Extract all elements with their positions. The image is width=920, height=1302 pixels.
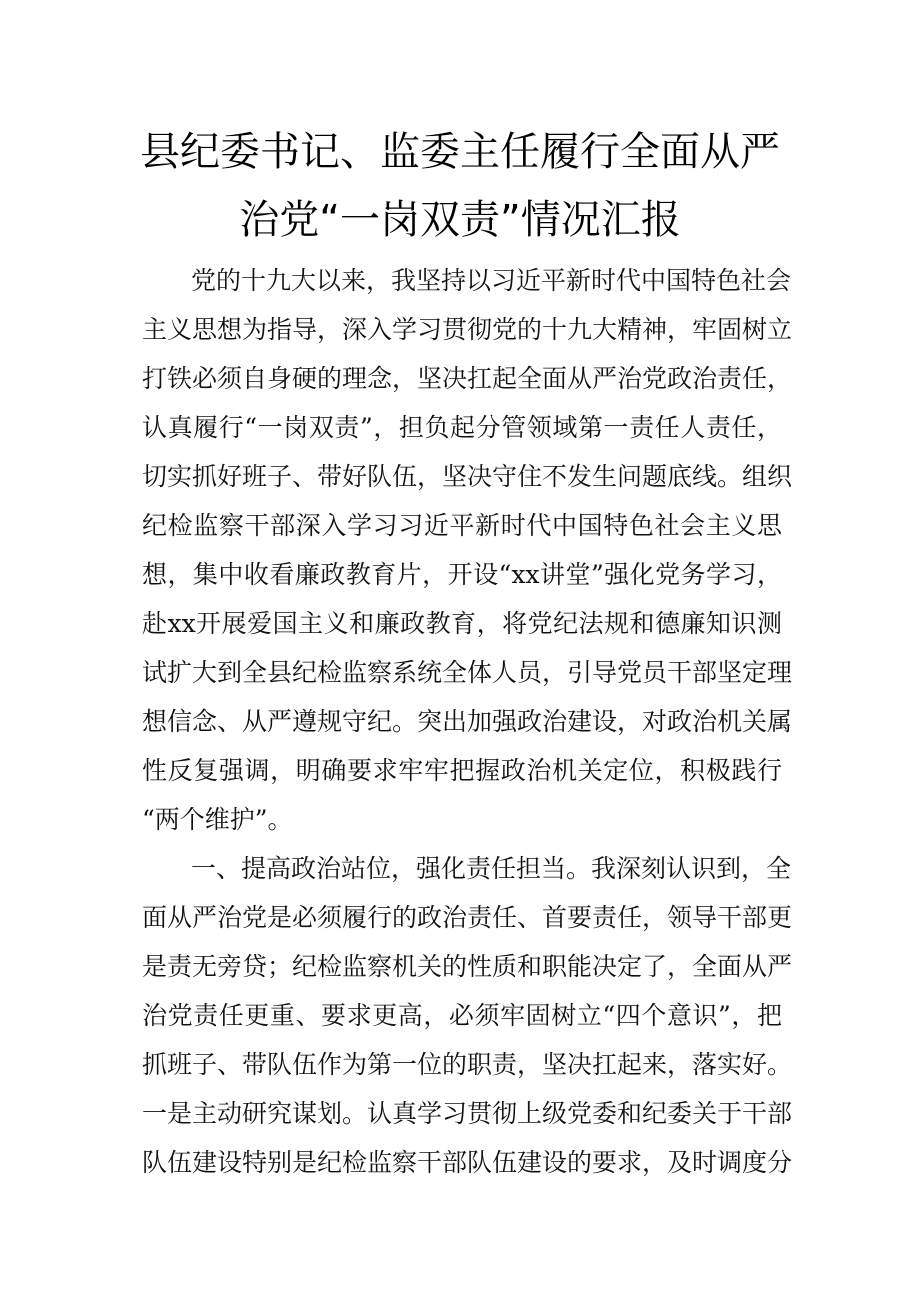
paragraph-1-line: 纪检监察干部深入学习习近平新时代中国特色社会主义思 bbox=[142, 511, 782, 540]
document-title-line-2: 治党“一岗双责”情况汇报 bbox=[239, 197, 681, 243]
paragraph-2-line: 治党责任更重、要求更高，必须牢固树立“四个意识”，把 bbox=[142, 1001, 782, 1030]
paragraph-1-line: 性反复强调，明确要求牢牢把握政治机关定位，积极践行 bbox=[142, 756, 782, 785]
paragraph-1-line: 认真履行“一岗双责”，担负起分管领域第一责任人责任， bbox=[142, 413, 782, 442]
paragraph-1-line: 打铁必须自身硬的理念，坚决扛起全面从严治党政治责任， bbox=[142, 364, 793, 393]
paragraph-2-line: 一是主动研究谋划。认真学习贯彻上级党委和纪委关于干部 bbox=[142, 1099, 793, 1128]
paragraph-1-line: 主义思想为指导，深入学习贯彻党的十九大精神，牢固树立 bbox=[142, 315, 793, 344]
paragraph-1-line: 想信念、从严遵规守纪。突出加强政治建设，对政治机关属 bbox=[142, 707, 793, 736]
paragraph-1-line: 赴xx开展爱国主义和廉政教育，将党纪法规和德廉知识测 bbox=[142, 609, 782, 638]
document-title-line-1: 县纪委书记、监委主任履行全面从严 bbox=[140, 129, 780, 175]
paragraph-1-line: 切实抓好班子、带好队伍，坚决守住不发生问题底线。组织 bbox=[142, 462, 793, 491]
paragraph-2-line: 一、提高政治站位，强化责任担当。我深刻认识到，全 bbox=[191, 854, 792, 883]
paragraph-2-line: 是责无旁贷；纪检监察机关的性质和职能决定了，全面从严 bbox=[142, 952, 793, 981]
paragraph-1-line: 想，集中收看廉政教育片，开设“xx讲堂”强化党务学习， bbox=[142, 560, 782, 589]
paragraph-1-line: 试扩大到全县纪检监察系统全体人员，引导党员干部坚定理 bbox=[142, 658, 793, 687]
paragraph-2-line: 面从严治党是必须履行的政治责任、首要责任，领导干部更 bbox=[142, 903, 793, 932]
paragraph-1-line: “两个维护”。 bbox=[142, 805, 293, 834]
paragraph-2-line: 抓班子、带队伍作为第一位的职责，坚决扛起来，落实好。 bbox=[142, 1050, 793, 1079]
paragraph-2-line: 队伍建设特别是纪检监察干部队伍建设的要求，及时调度分 bbox=[142, 1148, 793, 1177]
paragraph-1-line: 党的十九大以来，我坚持以习近平新时代中国特色社会 bbox=[191, 266, 792, 295]
